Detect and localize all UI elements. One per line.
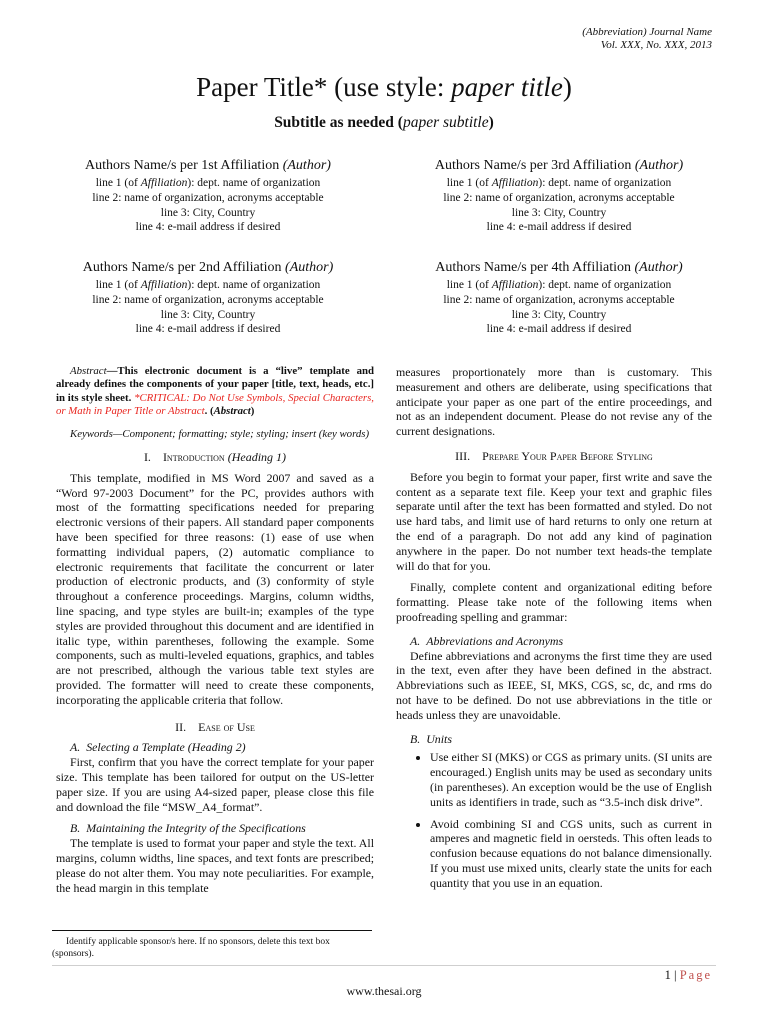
author-block-3 xyxy=(394,157,724,235)
title-close: ) xyxy=(562,72,572,102)
units-list xyxy=(396,750,712,890)
right-column xyxy=(396,365,712,898)
author-name: Authors Name/s per 2nd Affiliation (Author) xyxy=(82,260,334,275)
author-line-3: line 3: City, Country xyxy=(511,308,607,321)
prepare-paragraph-2: Finally, complete content and organizational editing before formatting. Please take note of the following items when proofreading spelling and grammar: xyxy=(396,580,712,624)
author-line-1: line 1 (of Affiliation): dept. name of organization xyxy=(446,177,672,189)
journal-volume: Vol. XXX, No. XXX, 2013 xyxy=(600,39,712,51)
author-line-2: line 2: name of organization, acronyms acceptable xyxy=(92,191,324,204)
keywords: Keywords—Component; formatting; style; styling; insert (key words) xyxy=(70,427,370,440)
maintaining-paragraph-continued: measures proportionately more than is customary. This measurement and others are deliberate, using specifications that anticipate your paper as one part of the entire proceedings, and not as an independent document. Please do not revise any of the current designations. xyxy=(396,365,712,439)
abstract-label: Abstract xyxy=(70,365,107,377)
author-name: Authors Name/s per 1st Affiliation (Author) xyxy=(85,158,331,173)
left-column xyxy=(56,365,374,895)
author-line-4: line 4: e-mail address if desired xyxy=(486,221,632,234)
selecting-paragraph: First, confirm that you have the correct template for your paper size. This template has been tailored for output on the US-letter paper size. If you are using A4-sized paper, please close this file and download the file “MSW_A4_format”. xyxy=(56,755,374,814)
subtitle-close: ) xyxy=(488,114,494,131)
author-line-4: line 4: e-mail address if desired xyxy=(135,323,281,336)
intro-paragraph: This template, modified in MS Word 2007 and saved as a “Word 97-2003 Document” for the PC, provides authors with most of the formatting specifications needed for preparing electronic versions of their papers. All standard paper components have been specified for three reasons: (1) ease of use when formatting individual papers, (2) automatic compliance to electronic requirements that facilitate the concurrent or later production of electronic products, and (3) conformity of style throughout a conference proceedings. Margins, column widths, line spacing, and type styles are built-in; examples of the type styles are provided throughout this document and are identified in italic type, within parentheses, following the example. Some components, such as multi-leveled equations, graphics, and tables are not prescribed, although the various table text styles are provided. The formatter will need to create these components, incorporating the applicable criteria that follow. xyxy=(56,470,374,707)
heading-prepare-paper: III. Prepare Your Paper Before Styling xyxy=(455,448,653,463)
heading-introduction: I. Introduction (Heading 1) xyxy=(143,450,287,465)
heading-abbreviations: A. Abbreviations and Acronyms xyxy=(410,633,564,648)
author-line-4: line 4: e-mail address if desired xyxy=(486,323,632,336)
page-number: 1 | Page xyxy=(664,968,712,982)
author-name: Authors Name/s per 4th Affiliation (Author) xyxy=(435,260,683,275)
maintaining-paragraph: The template is used to format your paper and style the text. All margins, column widths, line spaces, and text fonts are prescribed; please do not alter them. You may note peculiarities. For example, the head margin in this template xyxy=(56,836,374,895)
author-line-3: line 3: City, Country xyxy=(160,308,256,321)
author-line-4: line 4: e-mail address if desired xyxy=(135,221,281,234)
author-block-2 xyxy=(43,259,373,337)
journal-header xyxy=(582,26,712,52)
footer-website: www.thesai.org xyxy=(346,984,422,998)
author-line-1: line 1 (of Affiliation): dept. name of organization xyxy=(446,279,672,291)
paper-title xyxy=(0,70,768,104)
sponsor-footnote: Identify applicable sponsor/s here. If no sponsors, delete this text box (sponsors). xyxy=(52,937,330,959)
paper-subtitle xyxy=(0,114,768,132)
author-block-4 xyxy=(394,259,724,337)
author-line-2: line 2: name of organization, acronyms acceptable xyxy=(92,293,324,306)
footer-divider xyxy=(52,965,716,966)
heading-ease-of-use: II. Ease of Use xyxy=(175,719,255,734)
abstract: Abstract—This electronic document is a “live” template and already defines the components of your paper [title, text, heads, etc.] in its style sheet. *CRITICAL: Do Not Use Symbols, Special Characters, or Math in Paper Title or Abstract. (Abstract) xyxy=(56,365,374,418)
author-line-3: line 3: City, Country xyxy=(160,206,256,219)
subtitle-style-label: paper subtitle xyxy=(402,114,489,131)
author-line-1: line 1 (of Affiliation): dept. name of organization xyxy=(95,177,321,189)
author-line-2: line 2: name of organization, acronyms acceptable xyxy=(443,293,675,306)
author-block-1 xyxy=(43,157,373,235)
journal-name: (Abbreviation) Journal Name xyxy=(582,26,712,38)
list-item: • Avoid combining SI and CGS units, such as current in amperes and magnetic field in oersteds. This often leads to confusion because equations do not balance dimensionally. If you must use mixed units, clearly state the units for each quantity that you use in an equation. xyxy=(430,817,712,891)
title-style-label: paper title xyxy=(451,72,563,102)
author-line-2: line 2: name of organization, acronyms acceptable xyxy=(443,191,675,204)
title-text: Paper Title* (use style: xyxy=(196,72,452,102)
heading-selecting-template: A. Selecting a Template (Heading 2) xyxy=(70,740,246,755)
prepare-paragraph-1: Before you begin to format your paper, first write and save the content as a separate text file. Keep your text and graphic files separate until after the text has been formatted and styled. Do not use hard tabs, and limit use of hard returns to only one return at the end of a paragraph. Do not add any kind of pagination anywhere in the paper. Do not number text heads-the template will do that for you. xyxy=(396,469,712,573)
list-item: • Use either SI (MKS) or CGS as primary units. (SI units are encouraged.) English units may be used as secondary units (in parentheses). An exception would be the use of English units as identifiers in trade, such as “3.5-inch disk drive”. xyxy=(430,750,712,809)
author-line-1: line 1 (of Affiliation): dept. name of organization xyxy=(95,279,321,291)
heading-units: B. Units xyxy=(410,731,452,746)
author-line-3: line 3: City, Country xyxy=(511,206,607,219)
heading-maintaining-integrity: B. Maintaining the Integrity of the Specifications xyxy=(70,821,306,836)
abbreviations-paragraph: Define abbreviations and acronyms the first time they are used in the text, even after they have been defined in the abstract. Abbreviations such as IEEE, SI, MKS, CGS, sc, dc, and rms do not have to be defined. Do not use abbreviations in the title or heads unless they are unavoidable. xyxy=(396,648,712,722)
abstract-critical-note: *CRITICAL: Do Not Use Symbols, Special Characters, or Math in Paper Title or Abstract xyxy=(56,391,374,418)
subtitle-text: Subtitle as needed ( xyxy=(274,114,403,131)
abstract-body: This electronic document is a “live” template and already defines the components of your paper [title, text, heads, etc.] in its style sheet. xyxy=(56,365,374,404)
author-name: Authors Name/s per 3rd Affiliation (Author) xyxy=(434,158,684,173)
footnote-divider xyxy=(52,930,372,931)
